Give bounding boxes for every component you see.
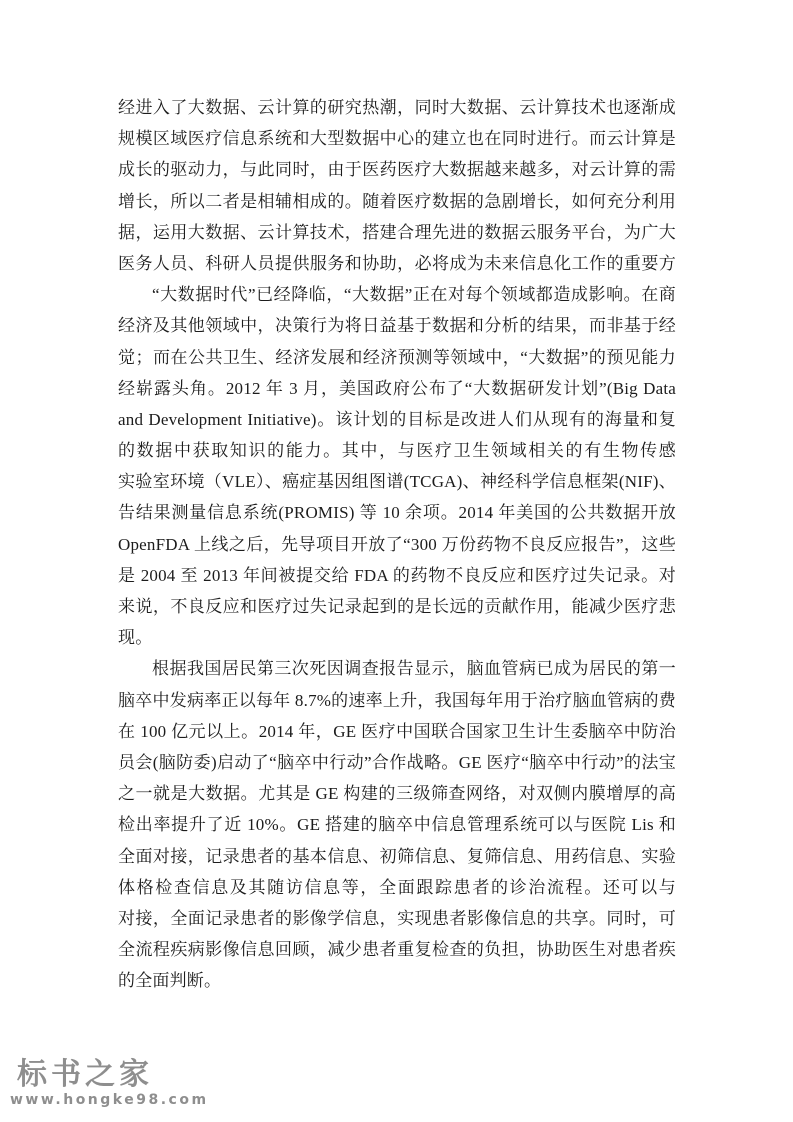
text-line: 成长的驱动力，与此同时，由于医药医疗大数据越来越多，对云计算的需 [118, 160, 676, 180]
watermark [10, 1058, 210, 1108]
text-line: 增长，所以二者是相辅相成的。随着医疗数据的急剧增长，如何充分利用 [118, 191, 676, 211]
text-line: 检出率提升了近 10%。GE 搭建的脑卒中信息管理系统可以与医院 Lis 和 [118, 815, 676, 835]
text-line: 觉；而在公共卫生、经济发展和经济预测等领域中，“大数据”的预见能力 [118, 347, 676, 367]
text-line: 脑卒中发病率正以每年 8.7%的速率上升，我国每年用于治疗脑血管病的费 [118, 690, 676, 710]
text-line: 告结果测量信息系统(PROMIS) 等 10 余项。2014 年美国的公共数据开放 [118, 503, 676, 523]
text-line: 据，运用大数据、云计算技术，搭建合理先进的数据云服务平台，为广大 [118, 222, 676, 242]
text-line: OpenFDA 上线之后，先导项目开放了“300 万份药物不良反应报告”，这些 [118, 534, 676, 554]
text-line: 之一就是大数据。尤其是 GE 构建的三级筛查网络，对双侧内膜增厚的高 [118, 784, 676, 804]
text-line: 对接，全面记录患者的影像学信息，实现患者影像信息的共享。同时，可 [118, 908, 676, 928]
text-line: 现。 [118, 628, 153, 648]
text-line: 经崭露头角。2012 年 3 月，美国政府公布了“大数据研发计划”(Big Data [118, 378, 676, 398]
text-line: 经济及其他领域中，决策行为将日益基于数据和分析的结果，而非基于经 [118, 316, 676, 336]
text-line: 经进入了大数据、云计算的研究热潮，同时大数据、云计算技术也逐渐成 [118, 98, 676, 117]
text-line: “大数据时代”已经降临，“大数据”正在对每个领域都造成影响。在商 [152, 285, 676, 305]
text-line: and Development Initiative)。该计划的目标是改进人们从现有的海量和复 [118, 409, 676, 429]
text-line: 体格检查信息及其随访信息等，全面跟踪患者的诊治流程。还可以与 [118, 877, 676, 897]
text-line: 来说，不良反应和医疗过失记录起到的是长远的贡献作用，能减少医疗悲 [118, 597, 676, 616]
text-line: 全面对接，记录患者的基本信息、初筛信息、复筛信息、用药信息、实验 [118, 846, 676, 866]
text-line: 员会(脑防委)启动了“脑卒中行动”合作战略。GE 医疗“脑卒中行动”的法宝 [118, 752, 676, 772]
text-line: 全流程疾病影像信息回顾，减少患者重复检查的负担，协助医生对患者疾 [118, 940, 676, 960]
text-line: 医务人员、科研人员提供服务和协助，必将成为未来信息化工作的重要方 [118, 253, 676, 273]
document-text-block [118, 92, 676, 996]
text-line: 的全面判断。 [118, 971, 222, 991]
text-line: 根据我国居民第三次死因调查报告显示，脑血管病已成为居民的第一 [152, 659, 676, 679]
watermark-url: www.hongke98.com [10, 1092, 209, 1108]
text-line: 是 2004 至 2013 年间被提交给 FDA 的药物不良反应和医疗过失记录。对 [118, 565, 676, 585]
text-line: 的数据中获取知识的能力。其中，与医疗卫生领域相关的有生物传感 [118, 441, 676, 461]
text-line: 在 100 亿元以上。2014 年，GE 医疗中国联合国家卫生计生委脑卒中防治 [118, 721, 676, 741]
text-line: 规模区域医疗信息系统和大型数据中心的建立也在同时进行。而云计算是 [118, 129, 676, 149]
watermark-logo: 标书之家 [17, 1057, 153, 1092]
text-line: 实验室环境（VLE）、癌症基因组图谱(TCGA)、神经科学信息框架(NIF)、 [118, 472, 676, 492]
